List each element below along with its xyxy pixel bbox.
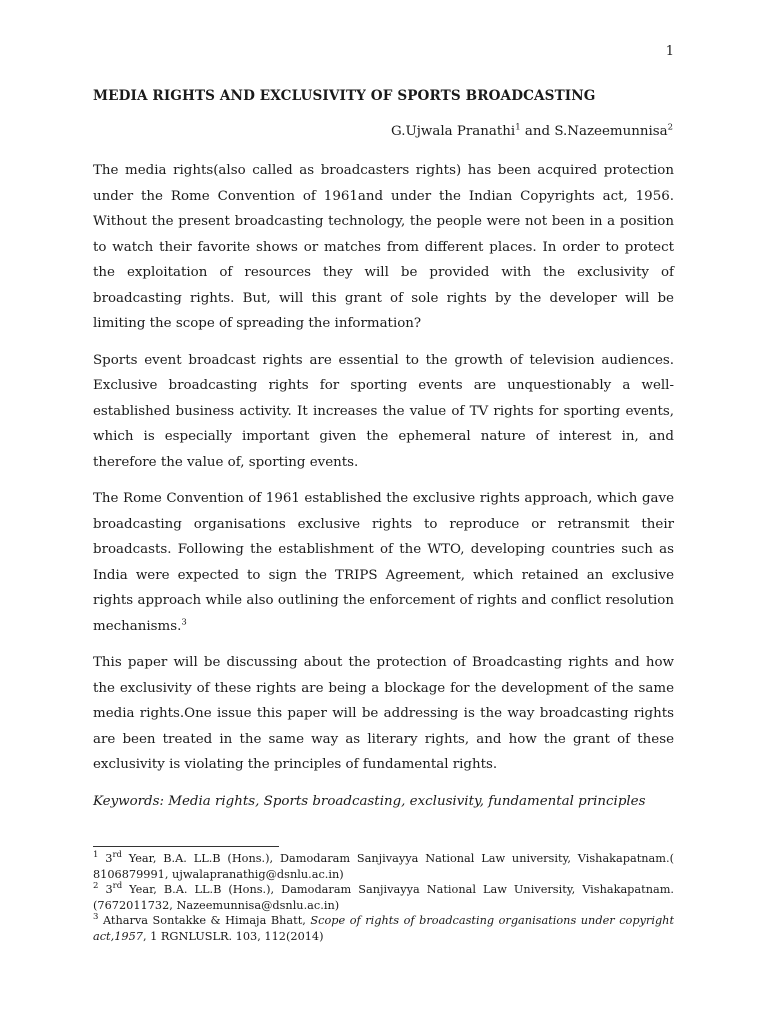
footnote-number: 2	[93, 881, 99, 892]
footnote-text: , 1 RGNLUSLR. 103, 112(2014)	[142, 929, 324, 943]
footnote-separator	[93, 846, 279, 847]
footnote-number: 3	[93, 912, 99, 923]
cited-work-title: Scope of rights of broadcasting organisations under copyright act,1957	[93, 914, 674, 943]
paper-title: MEDIA RIGHTS AND EXCLUSIVITY OF SPORTS BROADCASTING	[93, 88, 596, 104]
footnote-marker: 1	[515, 122, 521, 133]
footnote	[93, 913, 674, 944]
page-number: 1	[665, 44, 674, 59]
footnote-marker: 3	[181, 617, 187, 628]
paragraph-text: The media rights(also called as broadcasters rights) has been acquired protection under the Rome Convention of 1961and under the Indian Copyrights act, 1956. Without the present broadcasting technology, the people were not been in a position to watch their favorite shows or matches from different places. In order to protect the exploitation of resources they will be provided with the exclusivity of broadcasting rights. But, will this grant of sole rights by the developer will be limiting the scope of spreading the information?	[93, 163, 674, 331]
body-paragraph	[93, 348, 674, 476]
paragraph-text: Sports event broadcast rights are essential to the growth of television audiences. Exclusive broadcasting rights for sporting events are unquestionably a well-established business activity. It increases the value of TV rights for sporting events, which is especially important given the ephemeral nature of interest in, and therefore the value of, sporting events.	[93, 352, 674, 470]
body-paragraph	[93, 158, 674, 337]
author-name: S.Nazeemunnisa	[554, 124, 668, 139]
author-line	[391, 124, 673, 139]
footnote-text: Atharva Sontakke & Himaja Bhatt,	[98, 914, 311, 927]
author-name: G.Ujwala Pranathi	[391, 124, 516, 139]
paragraph-text: This paper will be discussing about the protection of Broadcasting rights and how the exclusivity of these rights are being a blockage for the development of the same media rights.One issue this paper will be addressing is the way broadcasting rights are been treated in the same way as literary rights, and how the grant of these exclusivity is violating the principles of fundamental rights.	[93, 655, 674, 772]
ordinal-suffix: rd	[112, 850, 122, 861]
footnotes	[93, 851, 674, 944]
keywords: Keywords: Media rights, Sports broadcasting, exclusivity, fundamental principles	[93, 793, 646, 809]
footnote-ordinal: 3	[105, 852, 113, 865]
footnote-ordinal: 3	[105, 883, 113, 896]
author-connector: and	[520, 124, 555, 139]
footnote	[93, 851, 674, 882]
body-paragraph	[93, 486, 674, 639]
ordinal-suffix: rd	[112, 881, 123, 892]
paragraph-text: The Rome Convention of 1961 established the exclusive rights approach, which gave broadcasting organisations exclusive rights to reproduce or retransmit their broadcasts. Following the establishment of the WTO, developing countries such as India were expected to sign the TRIPS Agreement, which retained an exclusive rights approach while also outlining the enforcement of rights and conflict resolution mechanisms.	[93, 491, 674, 634]
footnote-number: 1	[93, 850, 99, 861]
body-paragraph	[93, 650, 674, 778]
footnote-text: Year, B.A. LL.B (Hons.), Damodaram Sanjivayya National Law University, Vishakapatnam. (7672011732, Nazeemunnisa@dsnlu.ac.in)	[93, 883, 675, 912]
footnote-marker: 2	[667, 122, 673, 133]
abstract-body	[93, 158, 674, 825]
footnote-text: Year, B.A. LL.B (Hons.), Damodaram Sanjivayya National Law university, Vishakapatnam.( 8106879991, ujwalapranathig@dsnlu.ac.in)	[93, 852, 674, 881]
footnote	[93, 882, 674, 913]
